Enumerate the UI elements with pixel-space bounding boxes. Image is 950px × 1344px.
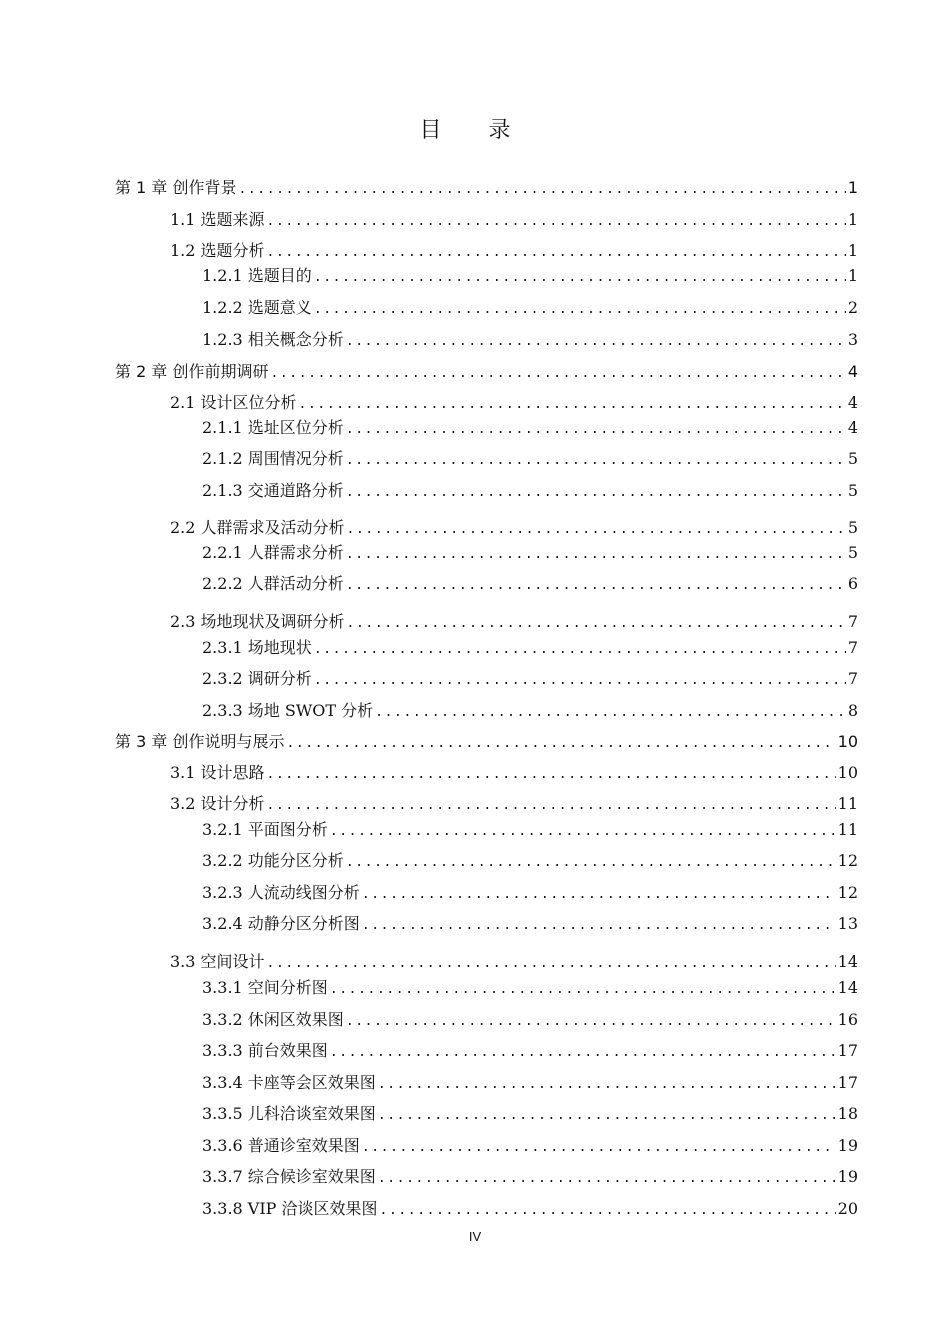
toc-entry-label: 3.2 设计分析 — [170, 794, 265, 813]
toc-entry-page-number: 5 — [847, 449, 858, 468]
toc-entry-label: 2.3 场地现状及调研分析 — [170, 612, 345, 631]
toc-entry-label: 3.3.2 休闲区效果图 — [202, 1010, 344, 1029]
dot-leader — [346, 543, 846, 567]
toc-entry-page-number: 12 — [837, 851, 858, 870]
toc-entry-label: 1.2.1 选题目的 — [202, 266, 312, 285]
toc-entry-level-3[interactable] — [202, 541, 858, 565]
toc-entry-level-1[interactable] — [115, 730, 858, 754]
toc-entry-level-3[interactable] — [202, 479, 858, 503]
toc-entry-page-number: 19 — [837, 1167, 858, 1186]
toc-entry-label: 2.2.2 人群活动分析 — [202, 574, 344, 593]
toc-entry-level-3[interactable] — [202, 912, 858, 936]
toc-entry-page-number: 1 — [847, 266, 858, 285]
dot-leader — [330, 978, 836, 1002]
toc-entry-label: 第 1 章 创作背景 — [115, 178, 237, 197]
toc-entry-level-3[interactable] — [202, 699, 858, 723]
toc-entry-level-3[interactable] — [202, 328, 858, 352]
toc-entry-level-3[interactable] — [202, 636, 858, 660]
toc-entry-page-number: 4 — [847, 418, 858, 437]
toc-entry-label: 3.1 设计思路 — [170, 763, 265, 782]
dot-leader — [267, 794, 836, 818]
toc-entry-label: 2.2.1 人群需求分析 — [202, 543, 344, 562]
toc-entry-level-3[interactable] — [202, 447, 858, 471]
toc-entry-page-number: 17 — [837, 1041, 858, 1060]
toc-entry-page-number: 17 — [837, 1073, 858, 1092]
dot-leader — [346, 481, 846, 505]
toc-entry-label: 3.3 空间设计 — [170, 952, 265, 971]
toc-entry-level-2[interactable] — [170, 610, 858, 634]
toc-entry-label: 3.3.1 空间分析图 — [202, 978, 328, 997]
toc-title: 目 录 — [419, 118, 531, 143]
dot-leader — [267, 241, 846, 265]
dot-leader — [330, 820, 836, 844]
toc-entry-label: 3.3.3 前台效果图 — [202, 1041, 328, 1060]
toc-entry-page-number: 19 — [837, 1136, 858, 1155]
dot-leader — [378, 1073, 836, 1097]
toc-entry-page-number: 7 — [847, 638, 858, 657]
toc-entry-page-number: 16 — [837, 1010, 858, 1029]
toc-entry-label: 2.3.1 场地现状 — [202, 638, 312, 657]
toc-entry-level-2[interactable] — [170, 761, 858, 785]
toc-entry-level-1[interactable] — [115, 360, 858, 384]
dot-leader — [314, 669, 846, 693]
toc-entry-level-2[interactable] — [170, 391, 858, 415]
toc-entry-page-number: 3 — [847, 330, 858, 349]
toc-entry-level-3[interactable] — [202, 1039, 858, 1063]
toc-entry-label: 1.2 选题分析 — [170, 241, 265, 260]
toc-entry-level-3[interactable] — [202, 849, 858, 873]
dot-leader — [314, 638, 846, 662]
dot-leader — [346, 449, 846, 473]
toc-entry-page-number: 8 — [847, 701, 858, 720]
dot-leader — [362, 914, 836, 938]
toc-entry-label: 第 3 章 创作说明与展示 — [115, 732, 285, 751]
toc-entry-level-2[interactable] — [170, 516, 858, 540]
toc-entry-label: 2.2 人群需求及活动分析 — [170, 518, 345, 537]
toc-entry-page-number: 5 — [847, 543, 858, 562]
toc-entry-page-number: 11 — [837, 820, 858, 839]
toc-entry-label: 3.2.2 功能分区分析 — [202, 851, 344, 870]
toc-entry-level-3[interactable] — [202, 1071, 858, 1095]
toc-entry-page-number: 10 — [837, 763, 858, 782]
toc-entry-page-number: 18 — [837, 1104, 858, 1123]
toc-entry-page-number: 4 — [847, 362, 858, 381]
dot-leader — [346, 418, 846, 442]
dot-leader — [375, 701, 846, 725]
toc-entry-level-2[interactable] — [170, 239, 858, 263]
toc-entry-level-1[interactable] — [115, 176, 858, 200]
toc-entry-label: 1.2.3 相关概念分析 — [202, 330, 344, 349]
dot-leader — [378, 1167, 836, 1191]
toc-entry-label: 3.2.3 人流动线图分析 — [202, 883, 360, 902]
dot-leader — [330, 1041, 836, 1065]
toc-entry-page-number: 11 — [837, 794, 858, 813]
toc-entry-label: 3.3.6 普通诊室效果图 — [202, 1136, 360, 1155]
toc-entry-label: 2.1.3 交通道路分析 — [202, 481, 344, 500]
dot-leader — [362, 1136, 836, 1160]
toc-entry-page-number: 14 — [837, 952, 858, 971]
toc-entry-label: 2.3.3 场地 SWOT 分析 — [202, 701, 374, 720]
toc-entry-page-number: 20 — [837, 1199, 858, 1218]
toc-entry-label: 2.1 设计区位分析 — [170, 393, 297, 412]
toc-entry-level-3[interactable] — [202, 1102, 858, 1126]
toc-entry-level-2[interactable] — [170, 208, 858, 232]
dot-leader — [362, 883, 836, 907]
toc-entry-label: 3.2.4 动静分区分析图 — [202, 914, 360, 933]
toc-entry-level-3[interactable] — [202, 881, 858, 905]
toc-entry-page-number: 13 — [837, 914, 858, 933]
toc-entry-label: 3.2.1 平面图分析 — [202, 820, 328, 839]
toc-entry-page-number: 2 — [847, 298, 858, 317]
toc-entry-level-3[interactable] — [202, 1197, 858, 1221]
dot-leader — [347, 518, 846, 542]
toc-entry-page-number: 5 — [847, 481, 858, 500]
dot-leader — [314, 266, 846, 290]
toc-entry-level-3[interactable] — [202, 416, 858, 440]
dot-leader — [347, 612, 846, 636]
toc-entry-page-number: 1 — [847, 241, 858, 260]
toc-entry-label: 1.2.2 选题意义 — [202, 298, 312, 317]
toc-entry-level-3[interactable] — [202, 1008, 858, 1032]
toc-entry-label: 3.3.8 VIP 洽谈区效果图 — [202, 1199, 378, 1218]
dot-leader — [299, 393, 846, 417]
toc-entry-page-number: 5 — [847, 518, 858, 537]
toc-entry-page-number: 14 — [837, 978, 858, 997]
dot-leader — [286, 732, 835, 756]
toc-entry-level-3[interactable] — [202, 572, 858, 596]
dot-leader — [346, 1010, 836, 1034]
toc-entry-label: 2.3.2 调研分析 — [202, 669, 312, 688]
dot-leader — [346, 851, 836, 875]
toc-entry-page-number: 7 — [847, 612, 858, 631]
toc-entry-page-number: 1 — [847, 210, 858, 229]
toc-entry-label: 2.1.2 周围情况分析 — [202, 449, 344, 468]
dot-leader — [270, 362, 845, 386]
dot-leader — [314, 298, 846, 322]
dot-leader — [267, 210, 846, 234]
toc-entry-level-3[interactable] — [202, 667, 858, 691]
toc-entry-label: 3.3.7 综合候诊室效果图 — [202, 1167, 376, 1186]
dot-leader — [346, 330, 846, 354]
toc-entry-level-3[interactable] — [202, 976, 858, 1000]
toc-entry-page-number: 10 — [837, 732, 858, 751]
toc-entry-page-number: 7 — [847, 669, 858, 688]
toc-entry-label: 2.1.1 选址区位分析 — [202, 418, 344, 437]
page-number-footer: IV — [468, 1229, 482, 1244]
toc-entry-level-3[interactable] — [202, 818, 858, 842]
toc-entry-label: 3.3.5 儿科洽谈室效果图 — [202, 1104, 376, 1123]
toc-entry-label: 第 2 章 创作前期调研 — [115, 362, 269, 381]
toc-entry-page-number: 4 — [847, 393, 858, 412]
dot-leader — [346, 574, 846, 598]
toc-entry-level-3[interactable] — [202, 1165, 858, 1189]
toc-entry-level-3[interactable] — [202, 296, 858, 320]
toc-entry-level-2[interactable] — [170, 792, 858, 816]
toc-entry-level-3[interactable] — [202, 1134, 858, 1158]
toc-entry-label: 1.1 选题来源 — [170, 210, 265, 229]
dot-leader — [267, 763, 836, 787]
toc-entry-page-number: 1 — [847, 178, 858, 197]
dot-leader — [267, 952, 836, 976]
toc-entry-label: 3.3.4 卡座等会区效果图 — [202, 1073, 376, 1092]
dot-leader — [238, 178, 845, 202]
toc-entry-page-number: 6 — [847, 574, 858, 593]
toc-entry-level-2[interactable] — [170, 950, 858, 974]
toc-entry-level-3[interactable] — [202, 264, 858, 288]
toc-entry-page-number: 12 — [837, 883, 858, 902]
dot-leader — [380, 1199, 836, 1223]
dot-leader — [378, 1104, 836, 1128]
